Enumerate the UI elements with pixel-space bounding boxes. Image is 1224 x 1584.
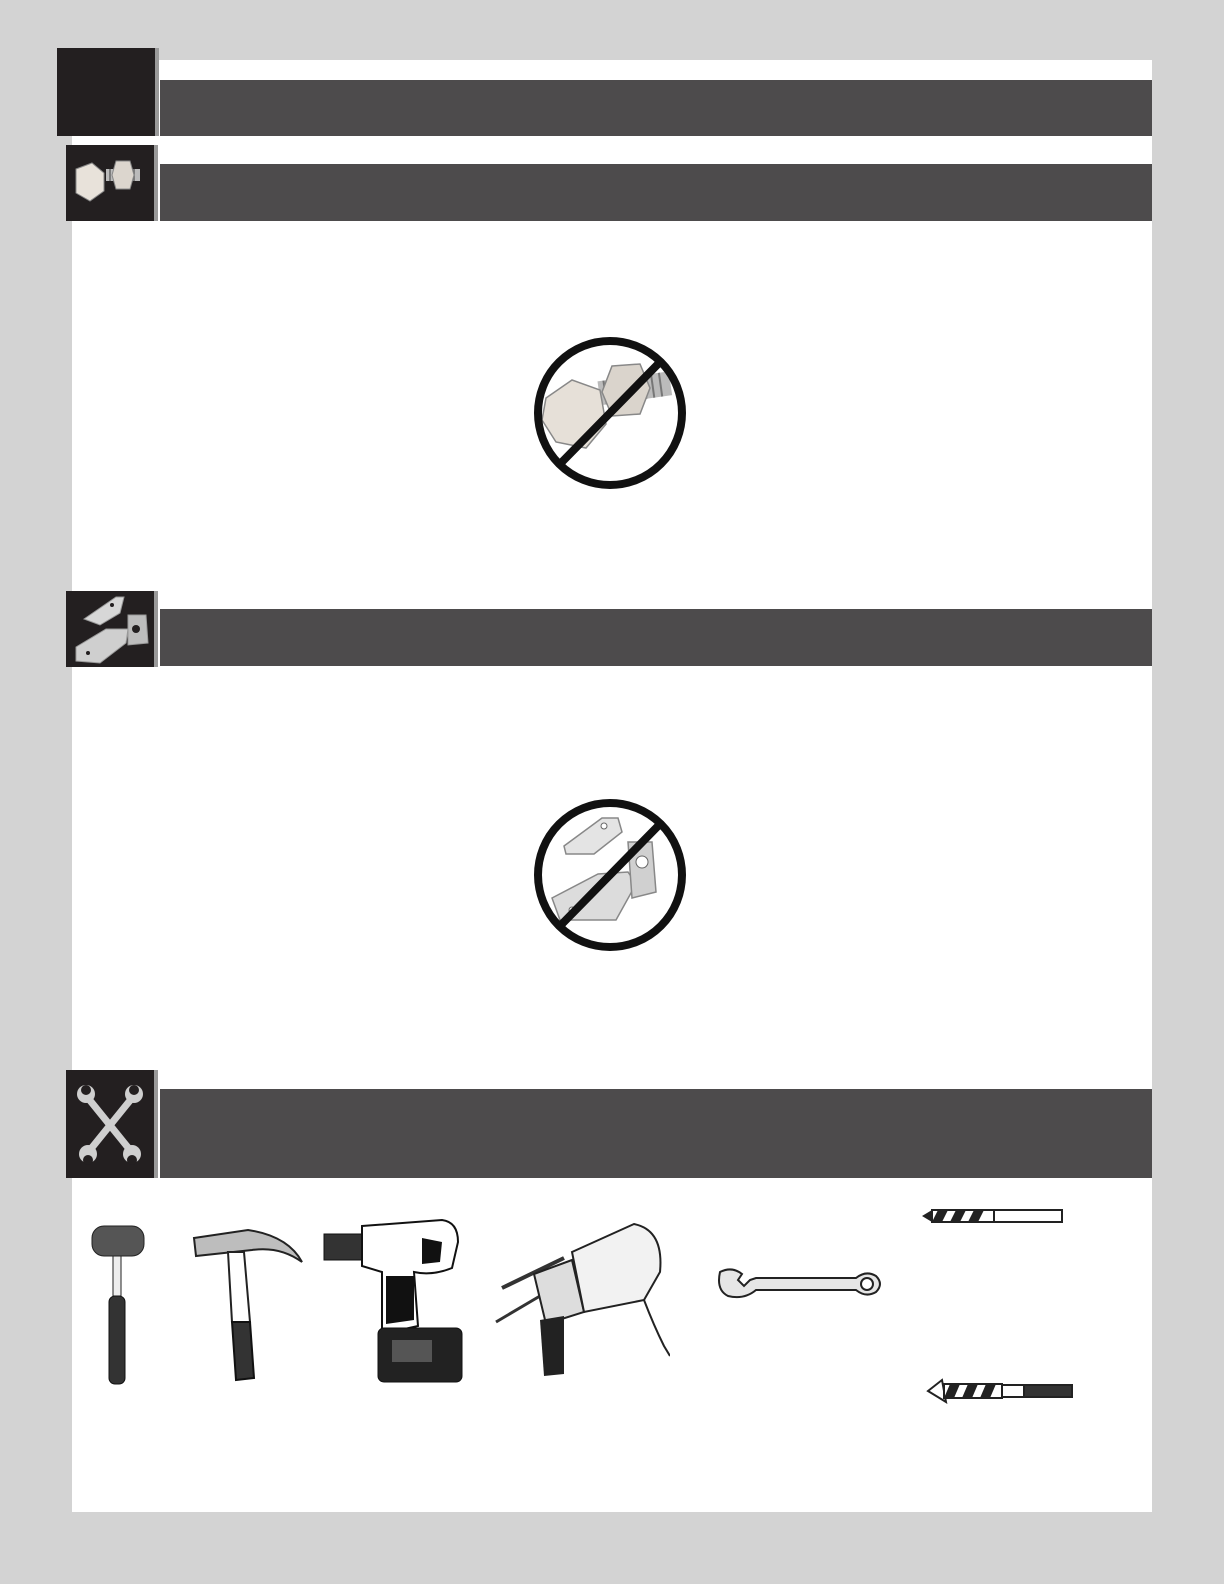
tools-section-title bbox=[160, 1089, 1152, 1117]
tools-section-bar bbox=[160, 1089, 1152, 1178]
tools-icon-box bbox=[66, 1070, 158, 1178]
bracket-icon bbox=[66, 591, 154, 667]
hardware-section-title bbox=[160, 164, 1152, 192]
parts-section-title bbox=[160, 609, 1152, 637]
rubber-mallet-icon bbox=[86, 1222, 150, 1388]
masonry-drill-bit-icon bbox=[926, 1378, 1076, 1404]
cordless-drill-icon bbox=[322, 1216, 466, 1386]
step-number-box bbox=[57, 48, 159, 136]
header-bar bbox=[160, 80, 1152, 136]
combination-wrench-icon bbox=[716, 1266, 882, 1302]
no-bracket-symbol bbox=[532, 798, 688, 952]
drill-bit-icon bbox=[920, 1206, 1066, 1226]
parts-icon-box bbox=[66, 591, 158, 667]
electric-drill-icon bbox=[494, 1216, 670, 1380]
claw-hammer-icon bbox=[188, 1222, 308, 1384]
page-title bbox=[160, 80, 1152, 108]
crossed-wrenches-icon bbox=[66, 1070, 154, 1178]
bolt-nut-icon bbox=[66, 145, 154, 221]
hardware-icon-box bbox=[66, 145, 158, 221]
hardware-section-bar bbox=[160, 164, 1152, 221]
no-bolt-symbol bbox=[532, 336, 688, 490]
parts-section-bar bbox=[160, 609, 1152, 666]
